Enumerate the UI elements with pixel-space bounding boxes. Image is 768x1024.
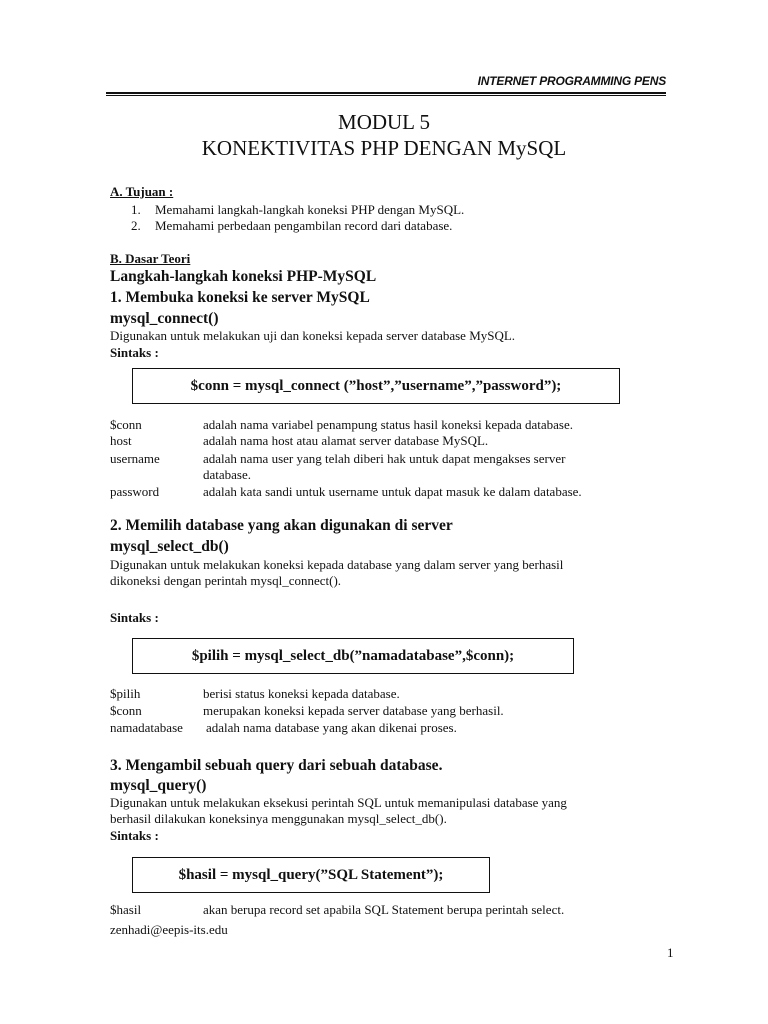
param-desc: adalah nama user yang telah diberi hak untuk dapat mengakses server <box>203 451 566 466</box>
code-box <box>132 638 574 674</box>
sintaks-label: Sintaks : <box>110 345 159 360</box>
page-number: 1 <box>667 945 674 960</box>
running-header: INTERNET PROGRAMMING PENS <box>477 74 666 88</box>
function-name: mysql_select_db() <box>110 538 229 555</box>
function-description: Digunakan untuk melakukan uji dan koneksi kepada server database MySQL. <box>110 328 516 343</box>
subheading: Langkah-langkah koneksi PHP-MySQL <box>110 268 377 285</box>
function-description-cont: dikoneksi dengan perintah mysql_connect(). <box>110 573 342 588</box>
list-number: 2. <box>131 218 141 233</box>
param-term: $hasil <box>110 902 142 917</box>
param-term: $pilih <box>110 686 141 701</box>
section-heading-tujuan: A. Tujuan : <box>110 184 174 199</box>
code-statement: $pilih = mysql_select_db(”namadatabase”,$conn); <box>191 647 515 664</box>
list-item: Memahami perbedaan pengambilan record dari database. <box>155 218 453 233</box>
param-desc: adalah nama host atau alamat server database MySQL. <box>203 433 489 448</box>
function-name: mysql_query() <box>110 777 207 794</box>
header-rule-thin <box>106 95 666 96</box>
step-title: 3. Mengambil sebuah query dari sebuah database. <box>110 757 443 774</box>
param-term: $conn <box>110 417 142 432</box>
sintaks-label: Sintaks : <box>110 828 159 843</box>
code-statement: $hasil = mysql_query(”SQL Statement”); <box>178 866 444 883</box>
function-description: Digunakan untuk melakukan eksekusi perintah SQL untuk memanipulasi database yang <box>110 795 567 810</box>
module-subtitle: KONEKTIVITAS PHP DENGAN MySQL <box>201 136 567 160</box>
param-desc: berisi status koneksi kepada database. <box>203 686 400 701</box>
sintaks-label: Sintaks : <box>110 610 159 625</box>
footer-email: zenhadi@eepis-its.edu <box>110 922 228 937</box>
param-desc: merupakan koneksi kepada server database yang berhasil. <box>203 703 504 718</box>
param-term: namadatabase <box>110 720 183 735</box>
param-desc-cont: database. <box>203 467 252 482</box>
param-term: password <box>110 484 160 499</box>
code-box <box>132 857 490 893</box>
header-rule <box>106 92 666 94</box>
param-term: $conn <box>110 703 142 718</box>
module-title: MODUL 5 <box>338 110 430 134</box>
step-title: 1. Membuka koneksi ke server MySQL <box>110 289 370 306</box>
function-description: Digunakan untuk melakukan koneksi kepada database yang dalam server yang berhasil <box>110 557 564 572</box>
step-title: 2. Memilih database yang akan digunakan di server <box>110 517 453 534</box>
function-name: mysql_connect() <box>110 310 219 327</box>
param-desc: adalah nama database yang akan dikenai proses. <box>206 720 457 735</box>
param-term: host <box>110 433 132 448</box>
list-item: Memahami langkah-langkah koneksi PHP dengan MySQL. <box>155 202 465 217</box>
param-desc: akan berupa record set apabila SQL Statement berupa perintah select. <box>203 902 565 917</box>
function-description-cont: berhasil dilakukan koneksinya menggunakan mysql_select_db(). <box>110 811 447 826</box>
code-statement: $conn = mysql_connect (”host”,”username”,”password”); <box>190 377 562 394</box>
section-heading-dasar-teori: B. Dasar Teori <box>110 251 191 266</box>
param-desc: adalah nama variabel penampung status hasil koneksi kepada database. <box>203 417 574 432</box>
param-desc: adalah kata sandi untuk username untuk dapat masuk ke dalam database. <box>203 484 582 499</box>
code-box <box>132 368 620 404</box>
param-term: username <box>110 451 160 466</box>
list-number: 1. <box>131 202 141 217</box>
